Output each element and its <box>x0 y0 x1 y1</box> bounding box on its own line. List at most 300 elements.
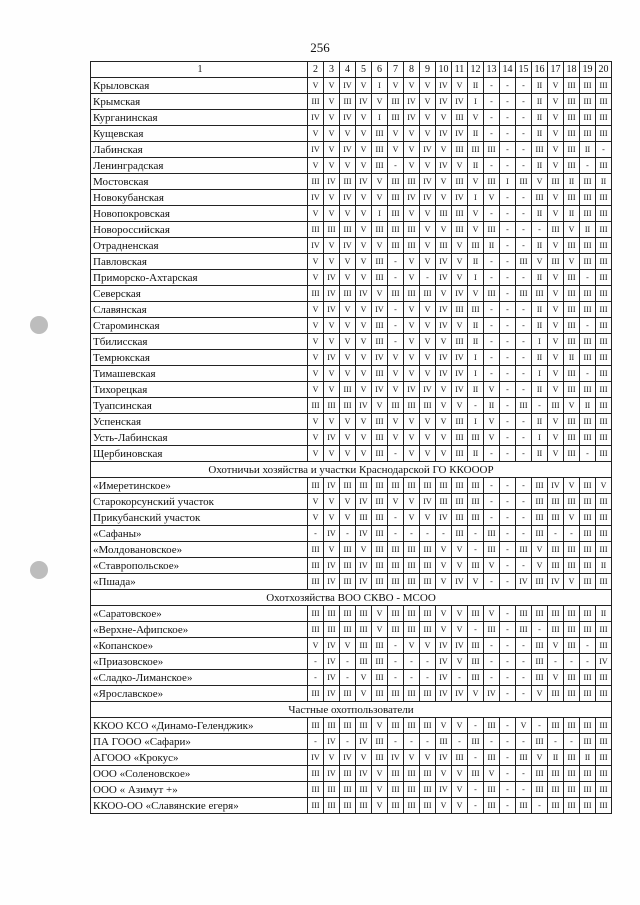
table-cell: - <box>468 782 484 798</box>
section-title: Охотничьи хозяйства и участки Краснодарской ГО ККОООР <box>91 462 612 478</box>
table-cell: III <box>468 606 484 622</box>
table-cell: V <box>596 478 612 494</box>
table-cell: IV <box>340 238 356 254</box>
table-cell: III <box>596 286 612 302</box>
table-cell: II <box>468 78 484 94</box>
table-cell: III <box>388 686 404 702</box>
table-cell: - <box>596 142 612 158</box>
table-cell: V <box>340 126 356 142</box>
table-cell: III <box>484 286 500 302</box>
table-cell: III <box>548 558 564 574</box>
table-cell: V <box>452 542 468 558</box>
table-cell: - <box>564 734 580 750</box>
table-cell: V <box>420 110 436 126</box>
table-cell: IV <box>324 430 340 446</box>
table-cell: V <box>564 478 580 494</box>
table-cell: III <box>372 334 388 350</box>
table-cell: III <box>564 542 580 558</box>
table-cell: V <box>324 142 340 158</box>
table-cell: IV <box>452 126 468 142</box>
table-cell: III <box>484 798 500 814</box>
table-cell: V <box>564 222 580 238</box>
table-cell: II <box>532 78 548 94</box>
table-cell: III <box>340 478 356 494</box>
table-cell: V <box>404 366 420 382</box>
header-row <box>91 62 612 78</box>
table-cell: V <box>404 302 420 318</box>
row-name: ПА ГООО «Сафари» <box>91 734 308 750</box>
table-cell: III <box>596 574 612 590</box>
table-cell: IV <box>388 750 404 766</box>
table-cell: V <box>548 430 564 446</box>
table-cell: III <box>356 782 372 798</box>
table-cell: III <box>452 478 468 494</box>
table-cell: III <box>532 734 548 750</box>
table-cell: - <box>308 526 324 542</box>
table-row <box>91 158 612 174</box>
table-cell: IV <box>356 174 372 190</box>
table-cell: III <box>548 686 564 702</box>
row-name: ККОО КСО «Динамо-Геленджик» <box>91 718 308 734</box>
table-cell: IV <box>324 270 340 286</box>
table-cell: - <box>516 446 532 462</box>
table-cell: V <box>420 350 436 366</box>
table-cell: V <box>388 350 404 366</box>
table-cell: III <box>564 494 580 510</box>
table-cell: V <box>372 190 388 206</box>
table-cell: V <box>388 494 404 510</box>
table-cell: V <box>436 766 452 782</box>
table-cell: III <box>548 766 564 782</box>
table-cell: I <box>532 334 548 350</box>
table-cell: V <box>324 254 340 270</box>
table-cell: V <box>372 94 388 110</box>
table-cell: - <box>516 110 532 126</box>
table-cell: - <box>580 270 596 286</box>
table-cell: III <box>404 782 420 798</box>
table-cell: III <box>580 510 596 526</box>
table-cell: III <box>484 750 500 766</box>
table-cell: V <box>452 238 468 254</box>
table-cell: III <box>580 334 596 350</box>
table-cell: III <box>372 494 388 510</box>
table-cell: V <box>356 78 372 94</box>
table-cell: III <box>356 638 372 654</box>
table-cell: III <box>596 750 612 766</box>
table-cell: V <box>564 510 580 526</box>
table-cell: V <box>356 334 372 350</box>
table-cell: III <box>404 622 420 638</box>
table-cell: IV <box>436 782 452 798</box>
table-cell: III <box>404 222 420 238</box>
table-cell: III <box>580 542 596 558</box>
row-name: «Ярославское» <box>91 686 308 702</box>
row-name: Павловская <box>91 254 308 270</box>
table-cell: III <box>340 558 356 574</box>
table-row <box>91 670 612 686</box>
table-cell: - <box>500 366 516 382</box>
table-cell: - <box>516 302 532 318</box>
table-cell: III <box>564 126 580 142</box>
table-cell: III <box>340 798 356 814</box>
table-cell: II <box>596 558 612 574</box>
table-cell: III <box>452 750 468 766</box>
table-cell: III <box>388 398 404 414</box>
page-number: 256 <box>310 40 330 55</box>
table-row <box>91 254 612 270</box>
table-cell: III <box>340 94 356 110</box>
table-cell: V <box>340 446 356 462</box>
table-cell: - <box>340 526 356 542</box>
table-cell: V <box>308 430 324 446</box>
table-cell: V <box>324 494 340 510</box>
table-cell: III <box>596 638 612 654</box>
table-cell: III <box>404 766 420 782</box>
table-cell: III <box>596 302 612 318</box>
table-cell: III <box>564 622 580 638</box>
table-cell: III <box>340 398 356 414</box>
table-cell: III <box>580 494 596 510</box>
table-cell: V <box>324 94 340 110</box>
table-cell: III <box>532 670 548 686</box>
table-cell: III <box>420 478 436 494</box>
table-cell: V <box>388 126 404 142</box>
row-name: «Молдовановское» <box>91 542 308 558</box>
column-header: 18 <box>564 62 580 78</box>
table-cell: III <box>372 366 388 382</box>
table-cell: - <box>436 526 452 542</box>
table-cell: V <box>356 542 372 558</box>
table-cell: IV <box>324 174 340 190</box>
table-cell: V <box>308 494 324 510</box>
table-cell: - <box>500 398 516 414</box>
table-row <box>91 686 612 702</box>
table-cell: III <box>516 622 532 638</box>
table-cell: III <box>564 318 580 334</box>
table-cell: III <box>532 494 548 510</box>
table-cell: III <box>324 718 340 734</box>
table-cell: III <box>564 430 580 446</box>
table-cell: V <box>468 206 484 222</box>
table-cell: III <box>596 782 612 798</box>
table-cell: IV <box>404 94 420 110</box>
table-cell: - <box>500 206 516 222</box>
table-cell: V <box>548 286 564 302</box>
table-cell: III <box>580 126 596 142</box>
table-cell: III <box>388 238 404 254</box>
table-cell: III <box>516 174 532 190</box>
table-cell: III <box>580 622 596 638</box>
table-cell: - <box>500 766 516 782</box>
table-cell: IV <box>324 286 340 302</box>
table-cell: III <box>532 286 548 302</box>
table-cell: - <box>500 478 516 494</box>
table-cell: V <box>484 430 500 446</box>
table-cell: - <box>484 270 500 286</box>
table-cell: - <box>388 318 404 334</box>
table-cell: III <box>484 526 500 542</box>
column-header: 2 <box>308 62 324 78</box>
table-cell: - <box>484 446 500 462</box>
table-cell: III <box>340 174 356 190</box>
table-cell: V <box>532 558 548 574</box>
table-cell: - <box>500 414 516 430</box>
table-cell: II <box>548 750 564 766</box>
table-cell: III <box>580 430 596 446</box>
table-cell: III <box>548 622 564 638</box>
table-cell: III <box>596 622 612 638</box>
table-cell: - <box>580 366 596 382</box>
table-row <box>91 174 612 190</box>
table-cell: - <box>420 670 436 686</box>
table-cell: IV <box>436 318 452 334</box>
table-cell: III <box>596 94 612 110</box>
table-cell: - <box>516 78 532 94</box>
table-cell: II <box>484 238 500 254</box>
table-cell: V <box>404 430 420 446</box>
table-cell: V <box>372 782 388 798</box>
table-cell: V <box>340 206 356 222</box>
table-cell: V <box>420 334 436 350</box>
table-cell: III <box>372 478 388 494</box>
column-header: 19 <box>580 62 596 78</box>
table-cell: - <box>500 558 516 574</box>
table-cell: III <box>452 142 468 158</box>
table-cell: III <box>372 446 388 462</box>
table-cell: - <box>388 270 404 286</box>
table-cell: III <box>532 190 548 206</box>
table-cell: III <box>340 222 356 238</box>
table-cell: III <box>372 734 388 750</box>
table-cell: III <box>452 206 468 222</box>
table-cell: III <box>564 798 580 814</box>
table-cell: V <box>436 222 452 238</box>
table-cell: II <box>468 318 484 334</box>
table-cell: III <box>596 494 612 510</box>
table-cell: - <box>484 734 500 750</box>
table-row <box>91 430 612 446</box>
row-name: «Пшада» <box>91 574 308 590</box>
table-row <box>91 110 612 126</box>
table-cell: III <box>436 238 452 254</box>
table-cell: III <box>596 78 612 94</box>
table-row <box>91 798 612 814</box>
table-cell: - <box>516 558 532 574</box>
table-cell: III <box>580 110 596 126</box>
table-cell: V <box>548 110 564 126</box>
table-cell: V <box>340 366 356 382</box>
table-cell: V <box>468 686 484 702</box>
table-cell: III <box>436 494 452 510</box>
table-cell: - <box>580 638 596 654</box>
table-cell: - <box>404 654 420 670</box>
table-cell: II <box>532 302 548 318</box>
table-cell: IV <box>356 526 372 542</box>
table-cell: V <box>436 142 452 158</box>
table-cell: II <box>580 398 596 414</box>
table-row <box>91 734 612 750</box>
table-cell: V <box>436 606 452 622</box>
table-cell: V <box>436 174 452 190</box>
table-cell: IV <box>356 558 372 574</box>
table-cell: - <box>516 94 532 110</box>
table-cell: V <box>564 254 580 270</box>
table-cell: V <box>324 238 340 254</box>
table-cell: IV <box>436 158 452 174</box>
column-header: 17 <box>548 62 564 78</box>
table-cell: III <box>484 542 500 558</box>
table-cell: - <box>308 734 324 750</box>
table-cell: III <box>308 798 324 814</box>
table-cell: III <box>516 254 532 270</box>
table-cell: V <box>436 558 452 574</box>
table-cell: III <box>532 478 548 494</box>
table-cell: - <box>516 670 532 686</box>
table-cell: V <box>436 798 452 814</box>
table-cell: III <box>564 670 580 686</box>
table-cell: III <box>484 174 500 190</box>
table-cell: V <box>324 446 340 462</box>
table-cell: - <box>484 334 500 350</box>
table-cell: - <box>516 318 532 334</box>
table-row <box>91 526 612 542</box>
table-cell: V <box>356 158 372 174</box>
table-cell: - <box>468 542 484 558</box>
table-cell: III <box>564 382 580 398</box>
table-cell: II <box>484 398 500 414</box>
table-cell: III <box>308 606 324 622</box>
table-cell: V <box>372 398 388 414</box>
table-cell: III <box>596 398 612 414</box>
table-cell: V <box>308 350 324 366</box>
table-cell: IV <box>436 94 452 110</box>
table-cell: III <box>468 302 484 318</box>
table-cell: III <box>436 734 452 750</box>
row-name: Курганинская <box>91 110 308 126</box>
table-cell: IV <box>548 574 564 590</box>
table-cell: III <box>404 542 420 558</box>
table-cell: - <box>484 638 500 654</box>
table-cell: II <box>580 222 596 238</box>
table-cell: V <box>420 446 436 462</box>
table-cell: II <box>596 174 612 190</box>
table-cell: V <box>404 638 420 654</box>
table-cell: V <box>340 254 356 270</box>
table-cell: V <box>404 78 420 94</box>
table-cell: III <box>308 718 324 734</box>
table-cell: III <box>516 398 532 414</box>
table-cell: V <box>468 110 484 126</box>
column-header: 13 <box>484 62 500 78</box>
table-cell: III <box>596 798 612 814</box>
table-cell: - <box>484 366 500 382</box>
table-cell: V <box>372 798 388 814</box>
table-cell: III <box>596 270 612 286</box>
table-cell: V <box>356 206 372 222</box>
table-cell: V <box>420 254 436 270</box>
table-cell: III <box>548 510 564 526</box>
table-cell: - <box>484 158 500 174</box>
table-cell: IV <box>324 526 340 542</box>
table-cell: - <box>388 446 404 462</box>
table-cell: V <box>484 766 500 782</box>
table-cell: III <box>372 158 388 174</box>
table-cell: IV <box>436 750 452 766</box>
table-cell: III <box>596 158 612 174</box>
table-cell: II <box>468 126 484 142</box>
table-cell: V <box>324 158 340 174</box>
punch-hole-bottom <box>30 561 48 579</box>
table-cell: V <box>436 718 452 734</box>
table-cell: III <box>484 782 500 798</box>
table-cell: V <box>436 446 452 462</box>
table-cell: III <box>324 782 340 798</box>
table-cell: V <box>436 430 452 446</box>
table-cell: II <box>468 446 484 462</box>
table-cell: V <box>436 574 452 590</box>
table-cell: - <box>516 238 532 254</box>
table-cell: - <box>484 318 500 334</box>
table-cell: IV <box>452 382 468 398</box>
table-cell: III <box>308 622 324 638</box>
table-cell: IV <box>308 190 324 206</box>
table-cell: - <box>468 526 484 542</box>
table-cell: V <box>452 654 468 670</box>
table-cell: - <box>404 670 420 686</box>
table-cell: III <box>404 718 420 734</box>
table-cell: V <box>356 318 372 334</box>
table-cell: V <box>356 238 372 254</box>
table-cell: V <box>452 158 468 174</box>
table-cell: III <box>516 542 532 558</box>
table-cell: - <box>404 526 420 542</box>
table-cell: III <box>596 110 612 126</box>
row-name: Тимашевская <box>91 366 308 382</box>
table-cell: III <box>436 206 452 222</box>
table-cell: V <box>404 158 420 174</box>
table-cell: III <box>324 398 340 414</box>
table-cell: III <box>340 686 356 702</box>
table-row <box>91 446 612 462</box>
table-cell: III <box>452 446 468 462</box>
table-cell: III <box>420 782 436 798</box>
table-cell: V <box>436 542 452 558</box>
table-cell: III <box>452 174 468 190</box>
table-cell: V <box>468 574 484 590</box>
table-cell: III <box>468 558 484 574</box>
table-cell: II <box>532 270 548 286</box>
table-cell: II <box>564 174 580 190</box>
table-cell: - <box>420 734 436 750</box>
table-cell: V <box>356 414 372 430</box>
table-cell: IV <box>324 670 340 686</box>
table-cell: - <box>516 510 532 526</box>
row-name: ООО «Соленовское» <box>91 766 308 782</box>
table-cell: V <box>436 334 452 350</box>
section-title: Охотхозяйства ВОО СКВО - МСОО <box>91 590 612 606</box>
table-cell: III <box>404 398 420 414</box>
table-row <box>91 366 612 382</box>
table-cell: IV <box>452 366 468 382</box>
table-row <box>91 766 612 782</box>
table-cell: - <box>500 94 516 110</box>
row-name: «Верхне-Афипское» <box>91 622 308 638</box>
table-cell: IV <box>324 302 340 318</box>
table-cell: V <box>356 366 372 382</box>
table-cell: III <box>580 782 596 798</box>
table-cell: V <box>308 158 324 174</box>
table-cell: - <box>484 670 500 686</box>
